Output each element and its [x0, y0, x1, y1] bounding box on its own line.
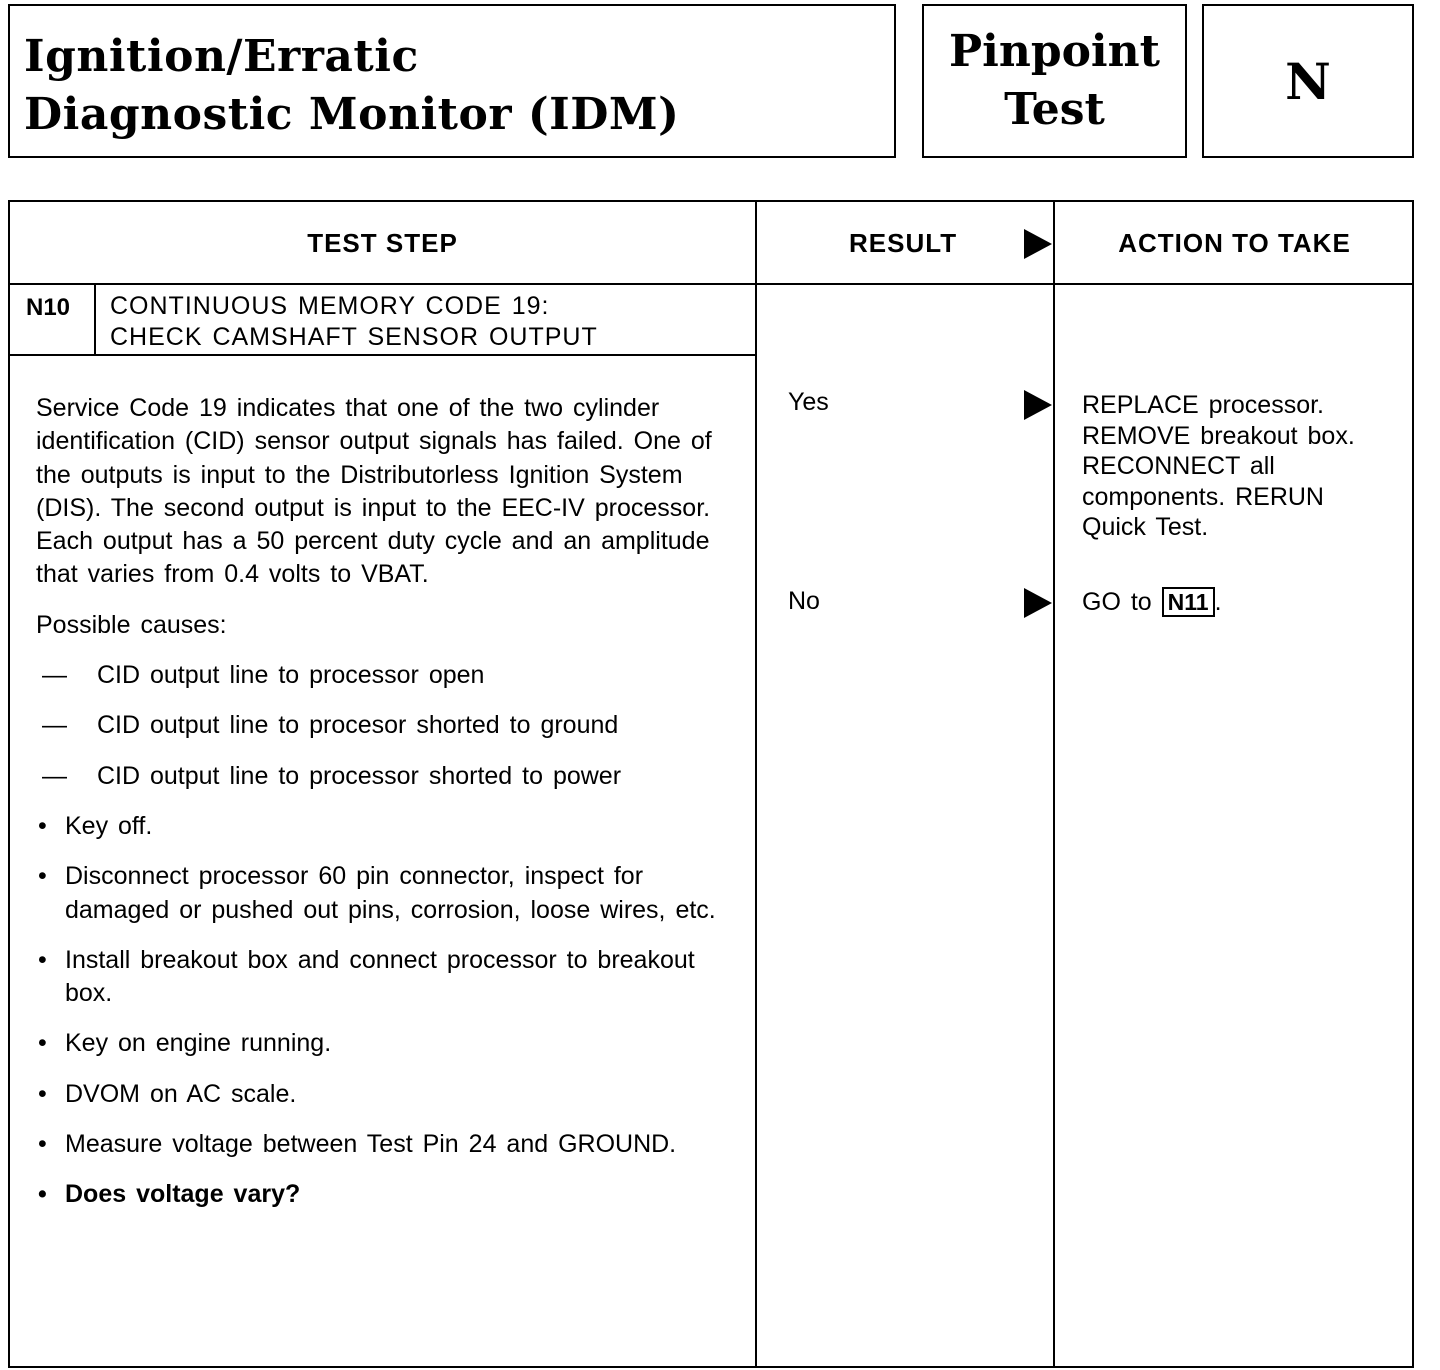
pinpoint-test-table: [8, 200, 1414, 1368]
pinpoint-test-box: [922, 4, 1187, 158]
cause-text: CID output line to processor open: [97, 661, 485, 690]
cause-item: [36, 709, 736, 742]
column-header-test-step: TEST STEP: [307, 227, 458, 258]
result-arrow-icon: [1024, 229, 1052, 259]
step-title-divider: [10, 354, 756, 356]
dash-mark: —: [42, 661, 67, 690]
instruction-text: Install breakout box and connect processor to breakout box.: [65, 945, 695, 1008]
instruction-text: Measure voltage between Test Pin 24 and GROUND.: [65, 1130, 677, 1159]
test-label: Test: [1004, 84, 1105, 135]
pinpoint-label: Pinpoint: [949, 26, 1160, 77]
step-id: N10: [26, 294, 71, 321]
title-line-1: Ignition/Erratic: [24, 31, 419, 82]
step-title-line-1: CONTINUOUS MEMORY CODE 19:: [110, 292, 550, 320]
column-header-result: RESULT: [849, 227, 958, 258]
title-line-2: Diagnostic Monitor (IDM): [24, 89, 680, 140]
bullet-mark: •: [38, 1029, 47, 1058]
instruction-item: [36, 810, 736, 843]
step-title-line-2: CHECK CAMSHAFT SENSOR OUTPUT: [110, 323, 598, 351]
instruction-item: [36, 1128, 736, 1161]
step-description: Service Code 19 indicates that one of the two cylinder identification (CID) sensor output signals has failed. One of the outputs is input to the Distributorless Ignition System (DIS). The second output is input to the EEC-IV processor. Each output has a 50 percent duty cycle and an amplitude that varies from 0.4 volts to VBAT.: [36, 394, 712, 589]
column-header-action: ACTION TO TAKE: [1118, 227, 1351, 258]
cause-item: [36, 760, 736, 793]
question-item: [36, 1178, 736, 1211]
cause-item: [36, 659, 736, 692]
bullet-mark: •: [38, 1130, 47, 1159]
action-yes-line: components. RERUN: [1082, 482, 1324, 511]
result-no: No: [788, 587, 820, 615]
no-arrow-icon: [1024, 588, 1052, 618]
step-body: [36, 392, 736, 1229]
instruction-item: [36, 1027, 736, 1060]
test-title-box: [8, 4, 896, 158]
instruction-item: [36, 1078, 736, 1111]
step-title: [110, 291, 598, 353]
action-no-suffix: .: [1214, 588, 1222, 616]
result-yes: Yes: [788, 388, 829, 416]
bullet-mark: •: [38, 1180, 47, 1209]
cause-text: CID output line to processor shorted to power: [97, 761, 622, 790]
action-yes-line: REMOVE breakout box.: [1082, 421, 1355, 450]
dash-mark: —: [42, 711, 67, 740]
bullet-mark: •: [38, 811, 47, 840]
step-reference-n11[interactable]: N11: [1162, 587, 1215, 617]
column-divider-action: [1053, 202, 1055, 1366]
instruction-text: Disconnect processor 60 pin connector, inspect for damaged or pushed out pins, corrosion, loose wires, etc.: [65, 862, 716, 924]
bullet-mark: •: [38, 945, 47, 974]
cause-text: CID output line to procesor shorted to ground: [97, 711, 619, 740]
dash-mark: —: [42, 761, 67, 790]
test-letter-box: [1202, 4, 1414, 158]
instruction-item: [36, 860, 736, 927]
go-to-text: GO to: [1082, 588, 1152, 616]
yes-arrow-icon: [1024, 390, 1052, 420]
test-letter: N: [1285, 51, 1331, 111]
column-divider-result: [755, 202, 757, 1366]
step-id-divider: [94, 285, 96, 355]
action-yes-line: RECONNECT all: [1082, 452, 1275, 480]
possible-causes-label: Possible causes:: [36, 610, 227, 639]
action-yes-line: REPLACE processor.: [1082, 391, 1324, 419]
question-text: Does voltage vary?: [65, 1180, 301, 1209]
instruction-text: Key on engine running.: [65, 1029, 332, 1058]
instruction-text: DVOM on AC scale.: [65, 1079, 297, 1108]
action-no: [1082, 587, 1222, 618]
action-yes-line: Quick Test.: [1082, 513, 1209, 541]
instruction-item: [36, 944, 736, 1011]
bullet-mark: •: [38, 1079, 47, 1108]
instruction-text: Key off.: [65, 811, 153, 840]
action-yes: [1082, 390, 1355, 543]
bullet-mark: •: [38, 862, 47, 891]
